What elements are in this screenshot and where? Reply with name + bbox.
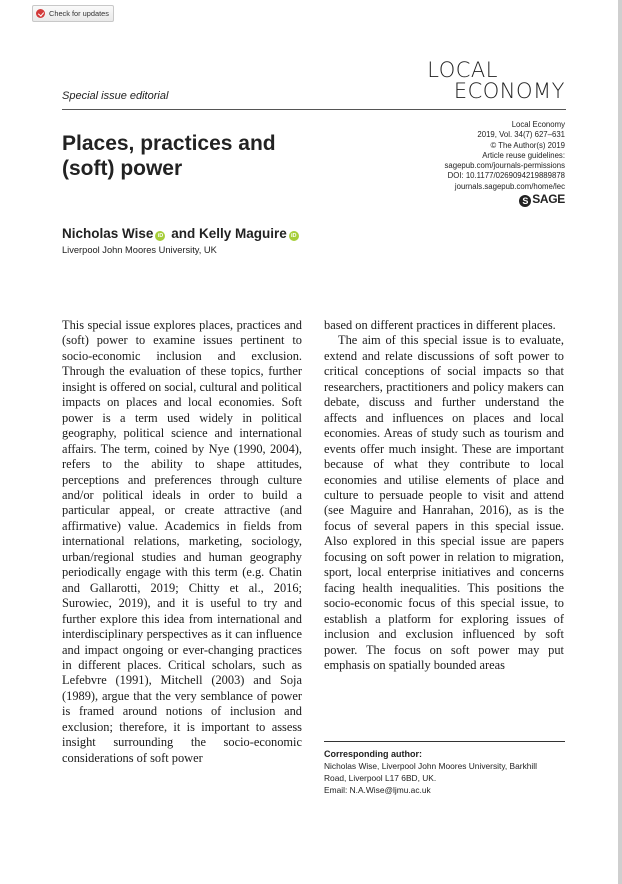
orcid-icon[interactable]: iD bbox=[155, 231, 165, 241]
meta-doi[interactable]: DOI: 10.1177/0269094219889878 bbox=[447, 171, 565, 181]
meta-journal: Local Economy bbox=[511, 120, 565, 129]
publisher-logo bbox=[519, 194, 565, 207]
meta-homepage-link[interactable]: journals.sagepub.com/home/lec bbox=[454, 181, 565, 191]
sage-logo-icon: S bbox=[519, 195, 531, 207]
meta-reuse-link[interactable]: sagepub.com/journals-permissions bbox=[444, 161, 565, 171]
affiliation: Liverpool John Moores University, UK bbox=[62, 245, 217, 255]
author-connector: and bbox=[171, 226, 196, 241]
meta-reuse: Article reuse guidelines: bbox=[482, 150, 565, 160]
publisher-name: SAGE bbox=[532, 192, 565, 207]
body-column-left bbox=[62, 318, 302, 766]
corresponding-author-email[interactable]: Email: N.A.Wise@ljmu.ac.uk bbox=[324, 785, 431, 795]
author-line bbox=[62, 226, 301, 241]
body-paragraph: The aim of this special issue is to evaluate, extend and relate discussions of soft power to critical conceptions of social impacts so that researchers, practitioners and policy makers can debate, discuss and further understand the affects and influences on places and local economies. Areas of study such as tourism and events offer much insight. These are important because of what they contribute to local economies and utilise elements of place and culture to persuade people to visit and attend (see Maguire and Hanrahan, 2016), as is the focus of several papers in this special issue. Also explored in this special issue are papers focusing on soft power in relation to migration, sport, local enterprise initiatives and concerns facing health inequalities. This positions the socio-economic focus of this special issue, to establish a platform for exploring issues of inclusion and exclusion influenced by soft power. The focus on soft power may put emphasis on spatially bounded areas bbox=[324, 333, 564, 672]
page-edge bbox=[618, 0, 622, 884]
meta-volume: 2019, Vol. 34(7) 627–631 bbox=[477, 130, 565, 140]
check-for-updates-label: Check for updates bbox=[49, 9, 109, 18]
footnote-rule bbox=[324, 741, 565, 742]
orcid-icon[interactable]: iD bbox=[289, 231, 299, 241]
corresponding-author-line1: Nicholas Wise, Liverpool John Moores University, Barkhill bbox=[324, 761, 538, 771]
body-paragraph: based on different practices in different places. bbox=[324, 318, 556, 332]
author-2: Kelly Maguire bbox=[198, 226, 287, 241]
article-title: Places, practices and (soft) power bbox=[62, 132, 276, 180]
article-metadata bbox=[445, 120, 565, 207]
check-for-updates-button[interactable] bbox=[32, 5, 114, 22]
header-rule bbox=[62, 109, 566, 110]
meta-copyright: © The Author(s) 2019 bbox=[490, 140, 565, 150]
journal-logo bbox=[427, 58, 565, 103]
journal-logo-line1: LOCAL bbox=[427, 58, 498, 82]
body-column-right bbox=[324, 318, 564, 673]
body-paragraph: This special issue explores places, practices and (soft) power to examine issues pertinent to socio-economic inclusion and exclusion. Through the evaluation of these topics, further insight is offered on social, cultural and political impacts on places and local economies. Soft power is a term used widely in political geography, political science and international affairs. The term, coined by Nye (1990, 2004), refers to the ability to shape attitudes, perceptions and preferences through culture and/or political ideals in order to build a particular appeal, or create attractive (and affirmative) value. Academics in fields from international relations, marketing, sociology, urban/regional studies and human geography periodically engage with this term (e.g. Chatin and Gallarotti, 2019; Chitty et al., 2016; Surowiec, 2019), and it is useful to try and further explore this idea from international and interdisciplinary perspectives as it can influence and impact ongoing or ever-changing practices in different places. Critical scholars, such as Lefebvre (1991), Mitchell (2003) and Soja (1989), argue that the very semblance of power is framed around notions of inclusion and exclusion; therefore, it is important to assess insight surrounding the socio-economic considerations of soft power bbox=[62, 318, 302, 765]
author-1: Nicholas Wise bbox=[62, 226, 154, 241]
section-label: Special issue editorial bbox=[62, 90, 169, 102]
corresponding-author-heading: Corresponding author: bbox=[324, 749, 422, 759]
corresponding-author bbox=[324, 748, 569, 796]
check-badge-icon bbox=[36, 9, 45, 18]
journal-logo-line2: ECONOMY bbox=[453, 79, 565, 103]
corresponding-author-line2: Road, Liverpool L17 6BD, UK. bbox=[324, 773, 437, 783]
